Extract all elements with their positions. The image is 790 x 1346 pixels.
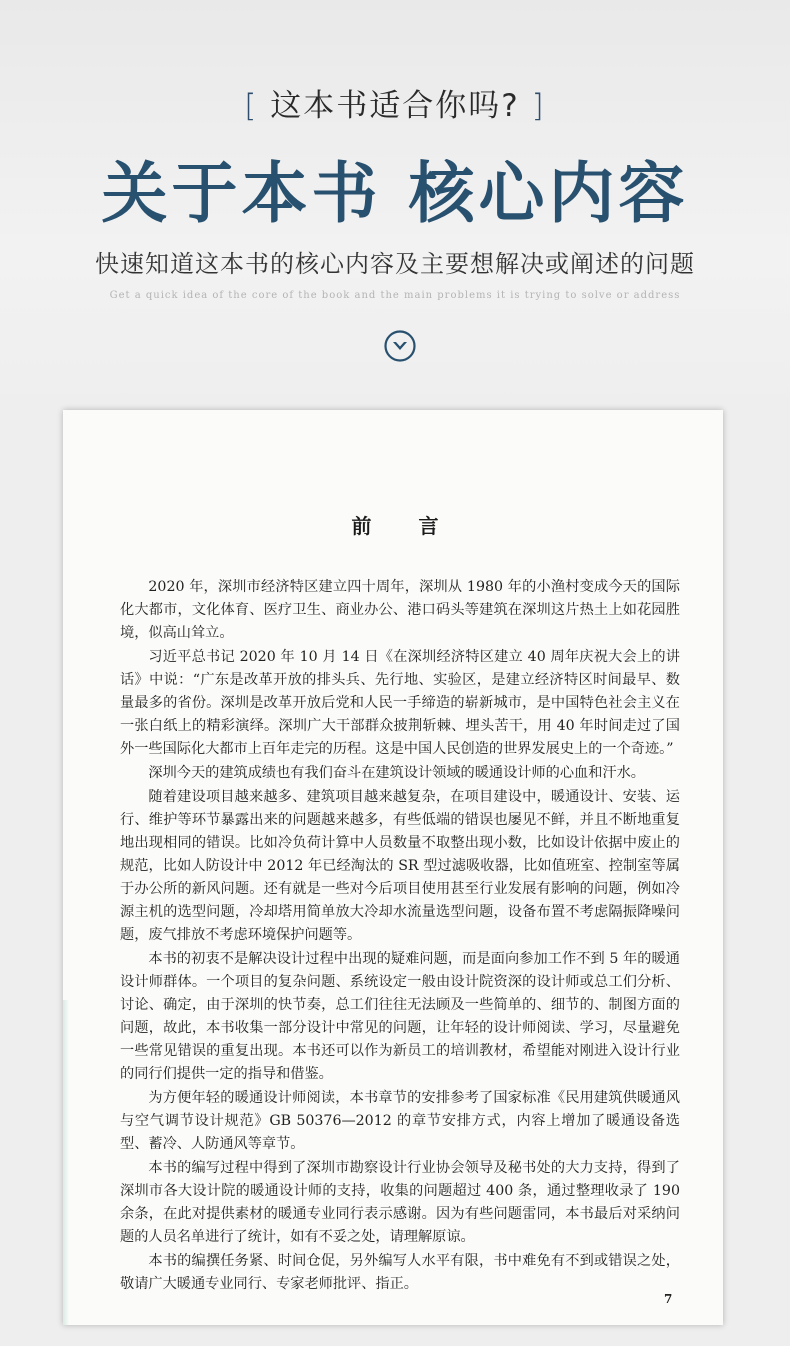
paragraph: 深圳今天的建筑成绩也有我们奋斗在建筑设计领域的暖通设计师的心血和汗水。: [148, 765, 645, 781]
main-title: 关于本书 核心内容: [101, 155, 689, 232]
subtitle: 快速知道这本书的核心内容及主要想解决或阐述的问题: [95, 250, 695, 278]
subtitle-english: Get a quick idea of the core of the book and the main problems it is trying to solve or address: [109, 290, 681, 301]
bracket-left: [: [244, 88, 259, 124]
bracket-right: ]: [531, 88, 546, 124]
paragraph: 本书的初衷不是解决设计过程中出现的疑难问题，而是面向参加工作不到 5 年的暖通设计师群体。一个项目的复杂问题、系统设定一般由设计院资深的设计师或总工们分析、讨论、确定，由于深圳的快节奏，总工们往往无法顾及一些简单的、细节的、制图方面的问题，故此，本书收集一部分设计中常见的问题，让年轻的设计师阅读、学习，尽量避免一些常见错误的重复出现。本书还可以作为新员工的培训教材，希望能对刚进入设计行业的同行们提供一定的指导和借鉴。: [120, 951, 680, 1082]
paragraph: 2020 年，深圳市经济特区建立四十周年，深圳从 1980 年的小渔村变成今天的国际化大都市，文化体育、医疗卫生、商业办公、港口码头等建筑在深圳这片热土上如花园胜境，似高山耸立。: [120, 579, 680, 641]
page-edge-tint: [63, 1000, 69, 1325]
question-text: 这本书适合你吗?: [270, 88, 520, 124]
question-heading: [0, 80, 790, 125]
page-title: 前 言: [351, 514, 439, 538]
preface-body: [120, 576, 680, 1297]
paragraph: 随着建设项目越来越多、建筑项目越来越复杂，在项目建设中，暖通设计、安装、运行、维护等环节暴露出来的问题越来越多，有些低端的错误也屡见不鲜，并且不断地重复地出现相同的错误。比如冷负荷计算中人员数量不取整出现小数，比如设计依据中废止的规范，比如人防设计中 2012 年已经淘汰的 SR 型过滤吸收器，比如值班室、控制室等属于办公所的新风问题。还有就是一些对今后项目使用甚至行业发展有影响的问题，例如冷源主机的选型问题，冷却塔用简单放大冷却水流量选型问题，设备布置不考虑隔振降噪问题，废气排放不考虑环境保护问题等。: [120, 789, 680, 943]
page-number: 7: [664, 1292, 673, 1306]
paragraph: 为方便年轻的暖通设计师阅读，本书章节的安排参考了国家标准《民用建筑供暖通风与空气调节设计规范》GB 50376—2012 的章节安排方式，内容上增加了暖通设备选型、蓄冷、人防通风等章节。: [120, 1090, 680, 1152]
paragraph: 本书的编撰任务紧、时间仓促，另外编写人水平有限，书中难免有不到或错误之处，敬请广大暖通专业同行、专家老师批评、指正。: [120, 1253, 680, 1292]
paragraph: 习近平总书记 2020 年 10 月 14 日《在深圳经济特区建立 40 周年庆祝大会上的讲话》中说：“广东是改革开放的排头兵、先行地、实验区，是建立经济特区时间最早、数量最多的省份。深圳是改革开放后党和人民一手缔造的崭新城市，是中国特色社会主义在一张白纸上的精彩演绎。深圳广大干部群众披荆斩棘、埋头苦干，用 40 年时间走过了国外一些国际化大都市上百年走完的历程。这是中国人民创造的世界发展史上的一个奇迹。”: [120, 649, 680, 757]
chevron-down-circle-icon: [384, 330, 416, 362]
paragraph: 本书的编写过程中得到了深圳市勘察设计行业协会领导及秘书处的大力支持，得到了深圳市各大设计院的暖通设计师的支持，收集的问题超过 400 条，通过整理收录了 190 余条，在此对提供素材的暖通专业同行表示感谢。因为有些问题雷同，本书最后对采纳问题的人员名单进行了统计，如有不妥之处，请理解原谅。: [120, 1160, 680, 1245]
